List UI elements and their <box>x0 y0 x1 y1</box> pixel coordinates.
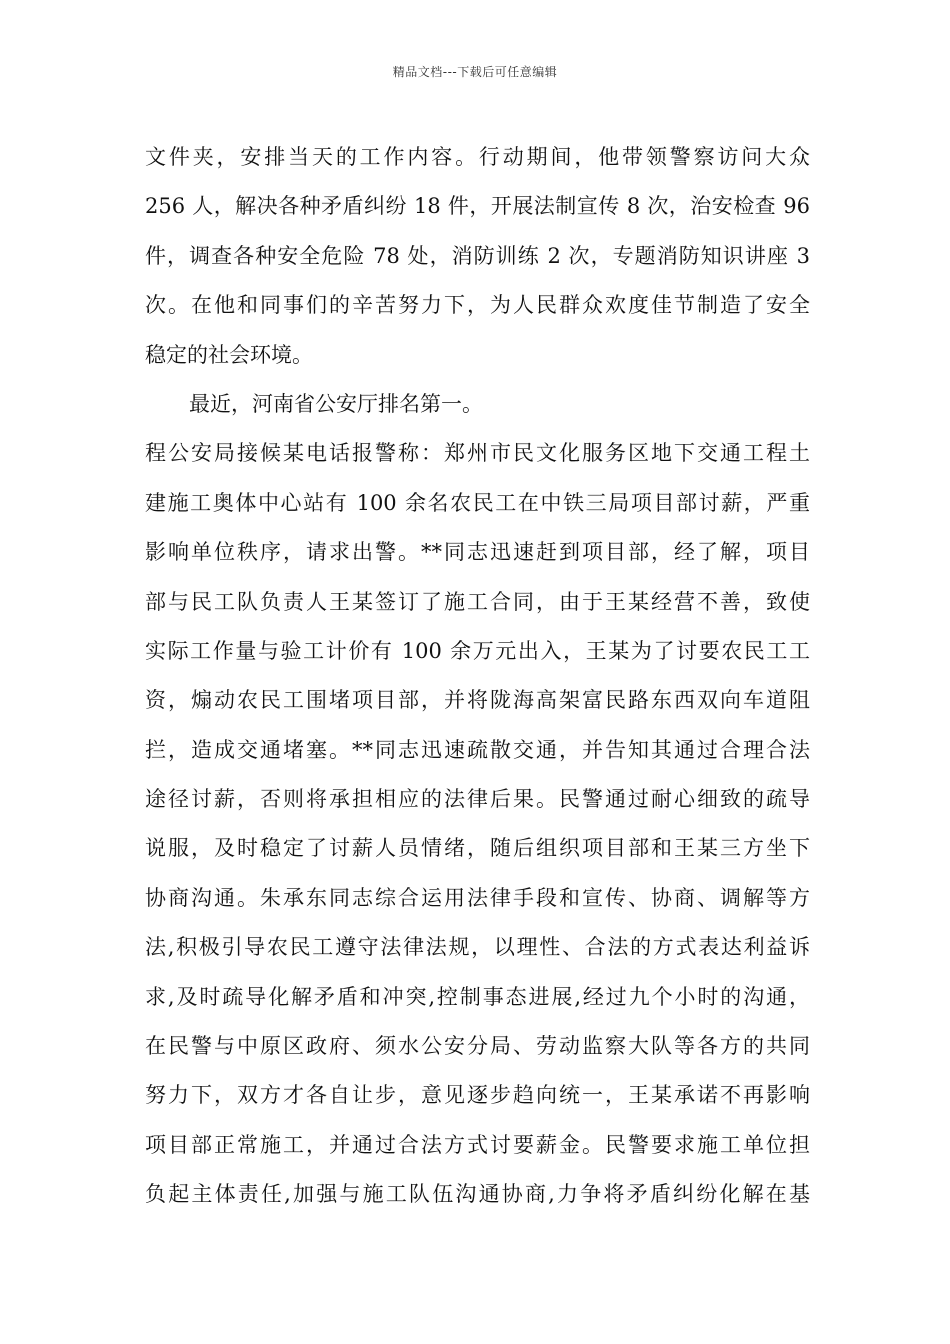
body-line-5: 稳定的社会环境。 <box>145 342 313 367</box>
body-line-12: 资，煽动农民工围堵项目部，并将陇海高架富民路东西双向车道阻 <box>145 688 810 713</box>
body-line-17: 法,积极引导农民工遵守法律法规，以理性、合法的方式表达利益诉 <box>145 935 810 960</box>
body-line-6: 最近，河南省公安厅排名第一。 <box>189 391 483 416</box>
body-line-21: 项目部正常施工，并通过合法方式讨要薪金。民警要求施工单位担 <box>145 1132 810 1157</box>
body-line-22: 负起主体责任,加强与施工队伍沟通协商,力争将矛盾纠纷化解在基 <box>145 1182 810 1207</box>
body-line-13: 拦，造成交通堵塞。**同志迅速疏散交通，并告知其通过合理合法 <box>145 737 810 762</box>
body-line-2: 256 人，解决各种矛盾纠纷 18 件，开展法制宣传 8 次，治安检查 96 <box>145 194 810 219</box>
document-body <box>145 133 810 1220</box>
body-line-1: 文件夹，安排当天的工作内容。行动期间，他带领警察访问大众 <box>145 145 810 169</box>
body-line-3: 件，调查各种安全危险 78 处，消防训练 2 次，专题消防知识讲座 3 <box>145 243 810 268</box>
body-line-4: 次。在他和同事们的辛苦努力下，为人民群众欢度佳节制造了安全 <box>145 293 810 318</box>
body-line-20: 努力下，双方才各自让步，意见逐步趋向统一，王某承诺不再影响 <box>145 1083 810 1108</box>
body-line-10: 部与民工队负责人王某签订了施工合同，由于王某经营不善，致使 <box>145 589 810 614</box>
body-line-14: 途径讨薪，否则将承担相应的法律后果。民警通过耐心细致的疏导 <box>145 787 810 812</box>
body-line-7: 程公安局接候某电话报警称：郑州市民文化服务区地下交通工程土 <box>145 441 810 466</box>
body-line-18: 求,及时疏导化解矛盾和冲突,控制事态进展,经过九个小时的沟通， <box>145 984 810 1009</box>
body-line-8: 建施工奥体中心站有 100 余名农民工在中铁三局项目部讨薪，严重 <box>145 490 810 515</box>
body-line-9: 影响单位秩序，请求出警。**同志迅速赶到项目部，经了解，项目 <box>145 540 810 565</box>
body-line-11: 实际工作量与验工计价有 100 余万元出入，王某为了讨要农民工工 <box>145 638 810 663</box>
page-header: 精品文档---下载后可任意编辑 <box>392 65 558 79</box>
body-line-15: 说服，及时稳定了讨薪人员情绪，随后组织项目部和王某三方坐下 <box>145 836 810 861</box>
body-line-19: 在民警与中原区政府、须水公安分局、劳动监察大队等各方的共同 <box>145 1034 810 1059</box>
body-line-16: 协商沟通。朱承东同志综合运用法律手段和宣传、协商、调解等方 <box>145 885 810 910</box>
